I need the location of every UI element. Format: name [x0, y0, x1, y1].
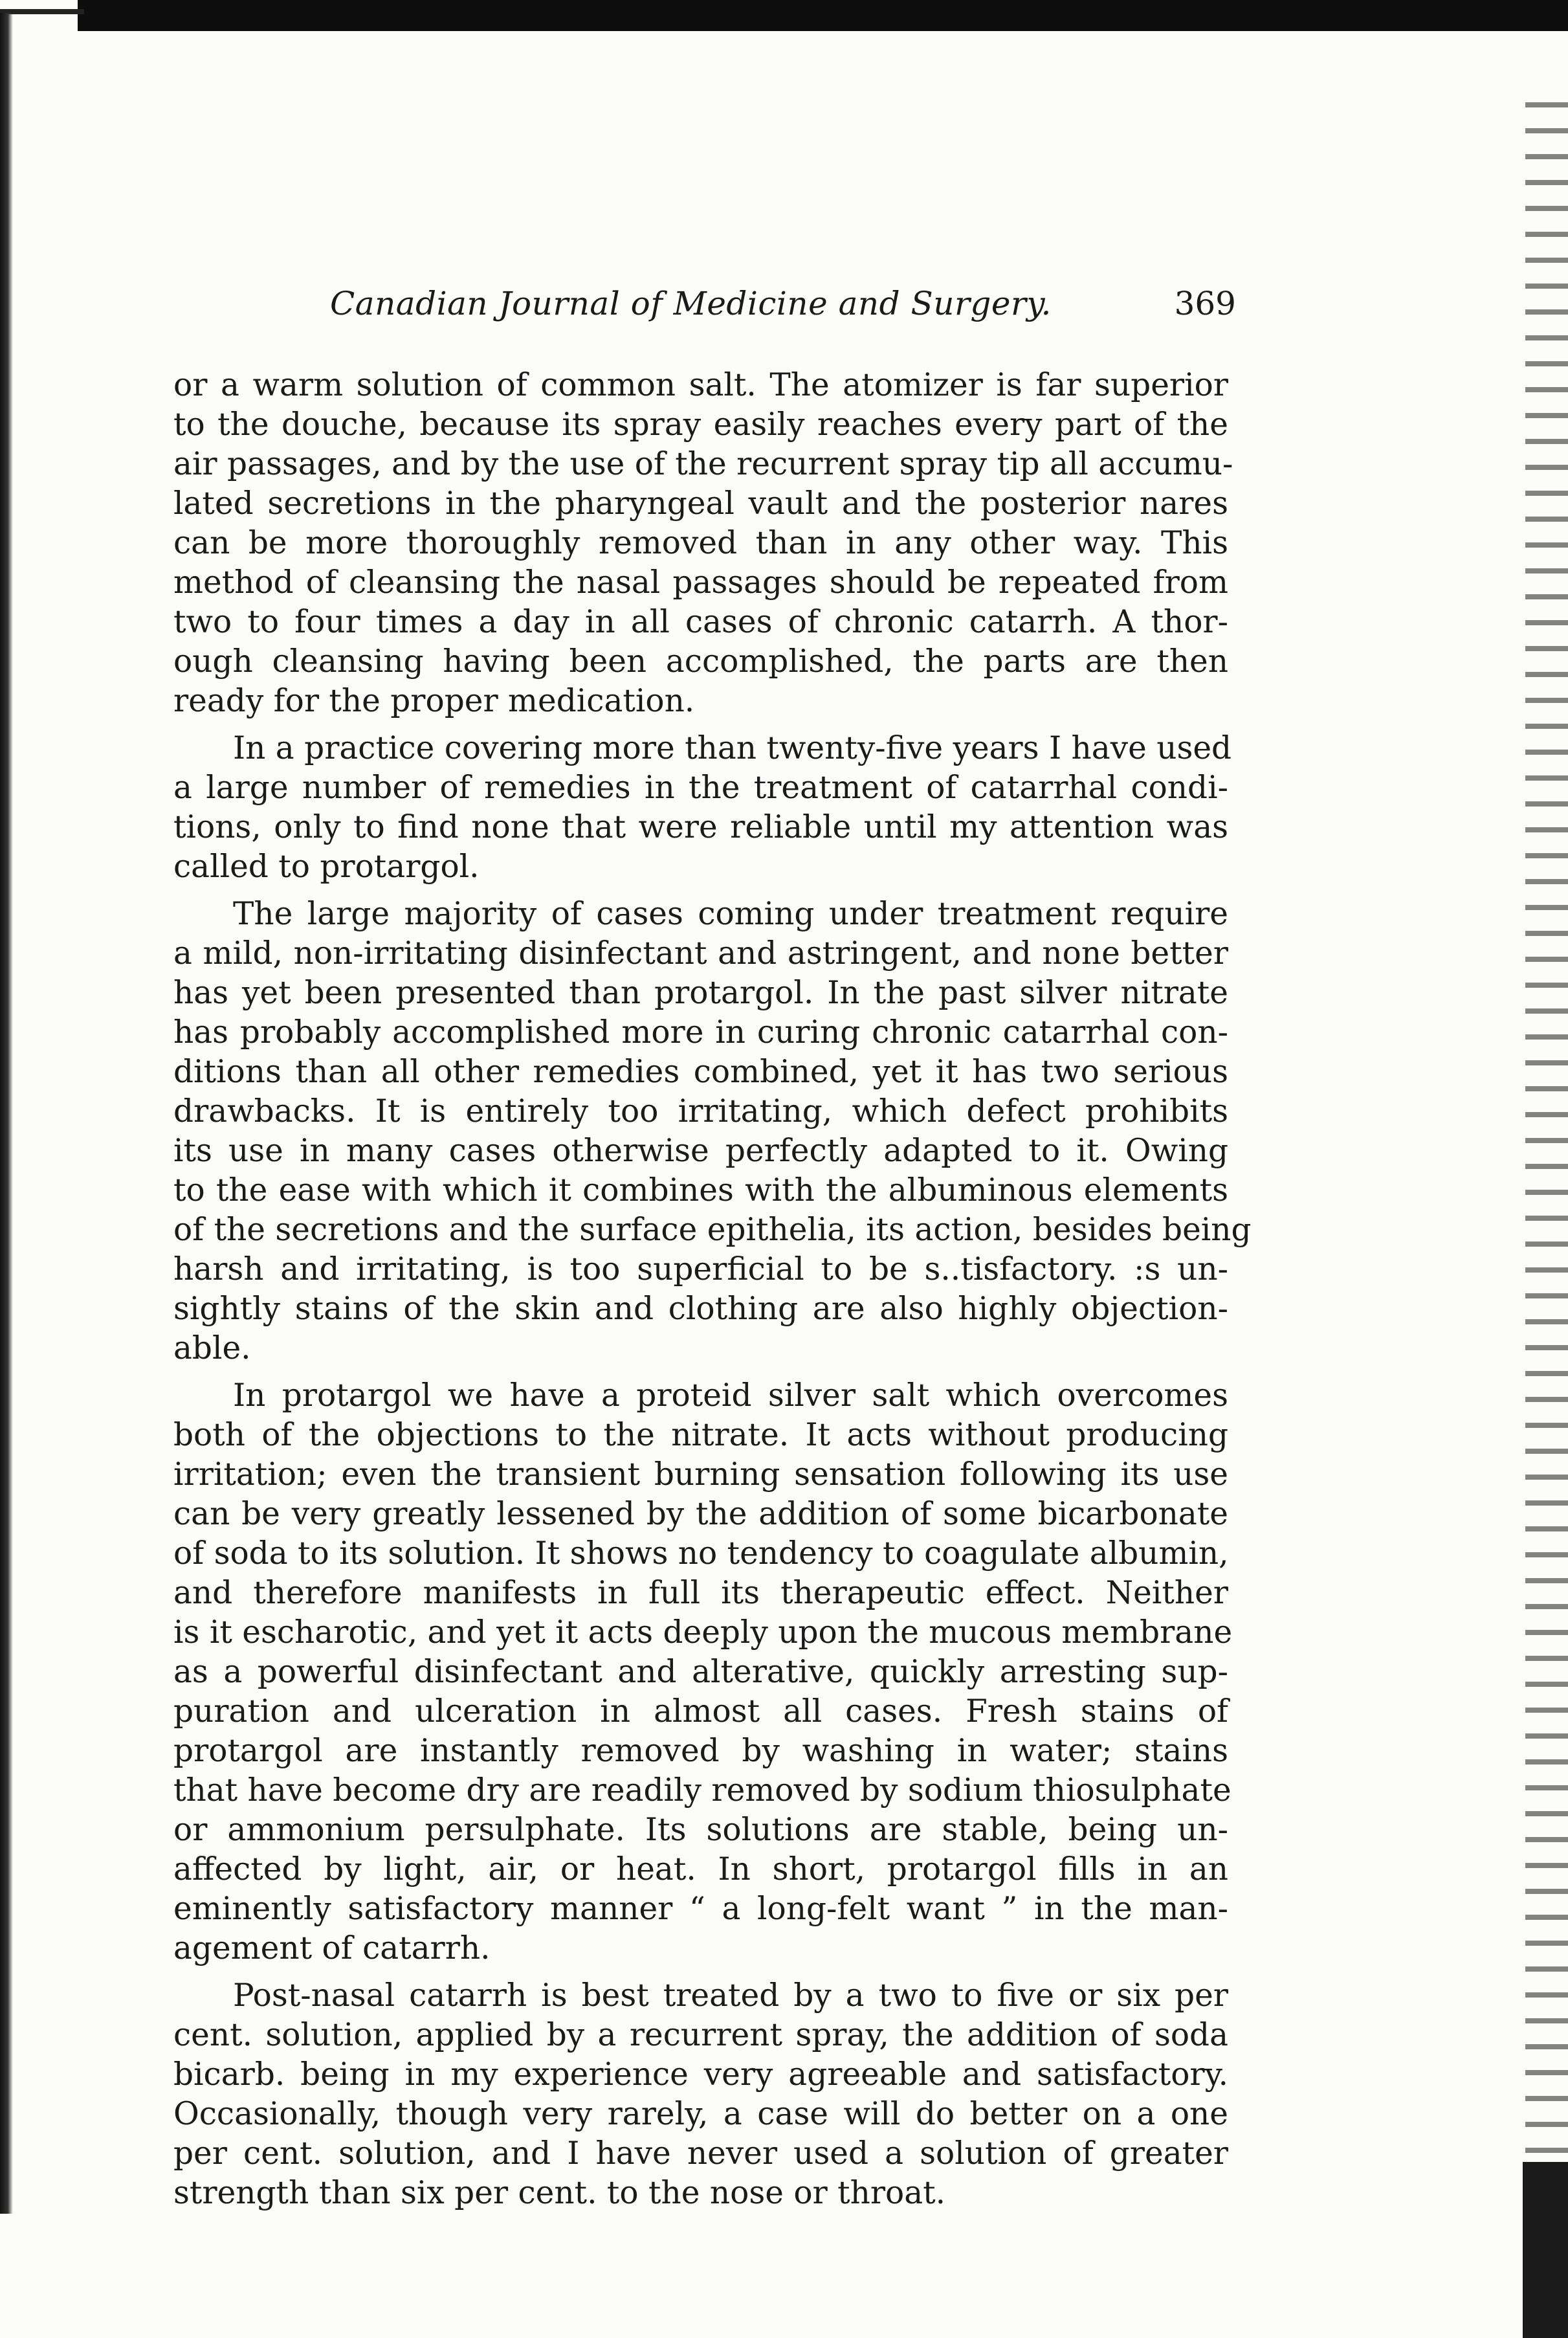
text-line: a mild, non-irritating disinfectant and astringent, and none better — [173, 935, 1228, 972]
text-line: two to four times a day in all cases of chronic catarrh. A thor- — [173, 604, 1228, 640]
text-line: as a powerful disinfectant and alterative, quickly arresting sup- — [173, 1654, 1228, 1690]
text-line: ready for the proper medication. — [173, 683, 695, 719]
text-line: bicarb. being in my experience very agreeable and satisfactory. — [173, 2056, 1228, 2093]
text-line: The large majority of cases coming under treatment require — [233, 896, 1228, 932]
paragraph — [173, 1976, 1228, 2213]
text-line: to the douche, because its spray easily reaches every part of the — [173, 406, 1228, 443]
paragraph — [173, 1376, 1233, 1968]
text-line: is it escharotic, and yet it acts deeply upon the mucous membrane — [173, 1614, 1233, 1651]
text-line: called to protargol. — [173, 849, 480, 885]
text-line: agement of catarrh. — [173, 1930, 491, 1966]
text-line: that have become dry are readily removed by sodium thiosulphate — [173, 1772, 1231, 1809]
page-number: 369 — [1174, 285, 1236, 322]
text-line: puration and ulceration in almost all cases. Fresh stains of — [173, 1693, 1228, 1730]
text-line: ough cleansing having been accomplished, the parts are then — [173, 643, 1228, 680]
text-line: or ammonium persulphate. Its solutions are stable, being un- — [173, 1812, 1228, 1848]
text-line: air passages, and by the use of the recurrent spray tip all accumu- — [173, 446, 1233, 482]
text-line: harsh and irritating, is too superficial to be s..tisfactory. :s un- — [173, 1251, 1228, 1287]
scan-edge-right-bottom — [1523, 2162, 1568, 2338]
running-header — [330, 285, 1236, 337]
text-line: method of cleansing the nasal passages should be repeated from — [173, 564, 1228, 601]
article-body — [173, 366, 1252, 2216]
text-line: protargol are instantly removed by washing in water; stains — [173, 1733, 1228, 1769]
text-line: Post-nasal catarrh is best treated by a two to five or six per — [233, 1977, 1228, 2014]
text-line: drawbacks. It is entirely too irritating, which defect prohibits — [173, 1093, 1228, 1130]
text-line: tions, only to find none that were reliable until my attention was — [173, 809, 1228, 845]
text-line: lated secretions in the pharyngeal vault and the posterior nares — [173, 485, 1228, 522]
text-line: both of the objections to the nitrate. It acts without producing — [173, 1417, 1228, 1453]
text-line: its use in many cases otherwise perfectly adapted to it. Owing — [173, 1133, 1228, 1169]
scan-edge-left — [0, 13, 13, 2214]
text-line: has yet been presented than protargol. In the past silver nitrate — [173, 975, 1228, 1011]
text-line: of soda to its solution. It shows no tendency to coagulate albumin, — [173, 1535, 1229, 1572]
scan-edge-right — [1525, 91, 1568, 2338]
text-line: or a warm solution of common salt. The atomizer is far superior — [173, 367, 1228, 403]
text-line: able. — [173, 1330, 251, 1366]
text-line: sightly stains of the skin and clothing are also highly objection- — [173, 1291, 1228, 1327]
text-line: Occasionally, though very rarely, a case will do better on a one — [173, 2096, 1228, 2132]
text-line: strength than six per cent. to the nose or throat. — [173, 2175, 946, 2211]
text-line: affected by light, air, or heat. In short, protargol fills in an — [173, 1851, 1228, 1887]
text-line: of the secretions and the surface epithelia, its action, besides being — [173, 1212, 1252, 1248]
text-line: and therefore manifests in full its therapeutic effect. Neither — [173, 1575, 1228, 1611]
scan-edge-top — [78, 0, 1568, 31]
text-line: ditions than all other remedies combined, yet it has two serious — [173, 1054, 1228, 1090]
text-line: irritation; even the transient burning sensation following its use — [173, 1456, 1228, 1493]
text-line: In protargol we have a proteid silver salt which overcomes — [233, 1377, 1228, 1414]
paragraph — [173, 729, 1232, 887]
text-line: In a practice covering more than twenty-five years I have used — [233, 730, 1232, 766]
text-line: to the ease with which it combines with the albuminous elements — [173, 1172, 1228, 1208]
text-line: a large number of remedies in the treatment of catarrhal condi- — [173, 770, 1228, 806]
text-line: cent. solution, applied by a recurrent spray, the addition of soda — [173, 2017, 1228, 2053]
running-title: Canadian Journal of Medicine and Surgery. — [330, 285, 1052, 322]
text-line: can be more thoroughly removed than in any other way. This — [173, 525, 1228, 561]
paragraph — [173, 366, 1233, 721]
text-line: can be very greatly lessened by the addition of some bicarbonate — [173, 1496, 1228, 1532]
text-line: eminently satisfactory manner “ a long-felt want ” in the man- — [173, 1891, 1228, 1927]
paragraph — [173, 895, 1252, 1368]
text-line: has probably accomplished more in curing chronic catarrhal con- — [173, 1014, 1228, 1051]
text-line: per cent. solution, and I have never used a solution of greater — [173, 2135, 1228, 2172]
